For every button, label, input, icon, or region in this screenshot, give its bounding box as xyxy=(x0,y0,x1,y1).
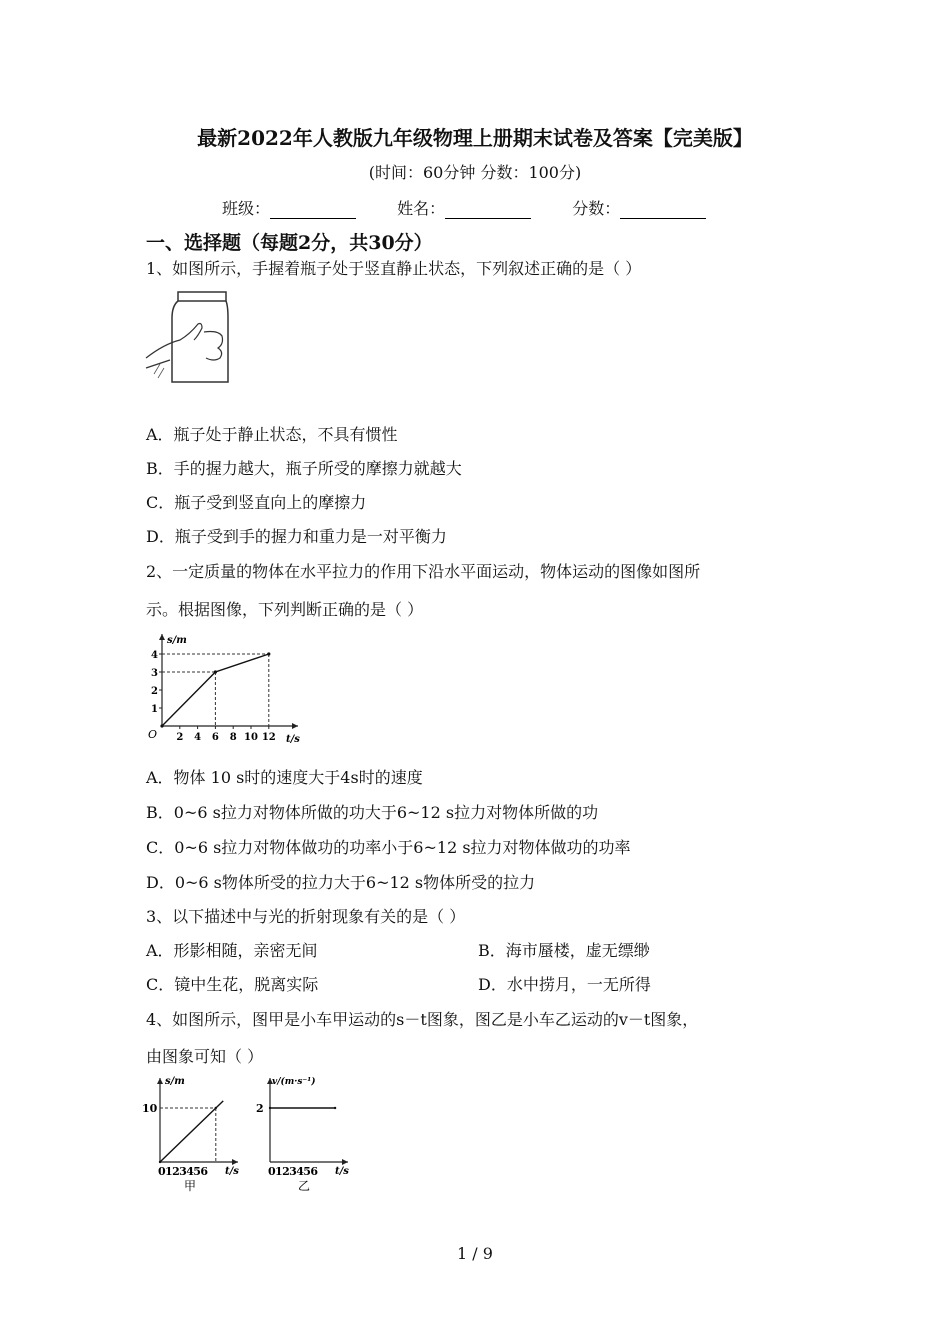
name-blank[interactable] xyxy=(445,200,531,219)
q1-stem: 1、如图所示，手握着瓶子处于竖直静止状态，下列叙述正确的是（ ） xyxy=(146,259,642,278)
q4-chart-yi xyxy=(250,1072,356,1196)
y-tick-label: 4 xyxy=(151,650,158,661)
x-axis-label: t/s xyxy=(225,1166,239,1177)
q1-option-b: B．手的握力越大，瓶子所受的摩擦力就越大 xyxy=(146,459,462,478)
y-tick-label: 2 xyxy=(151,686,158,697)
data-series-line xyxy=(160,1101,223,1162)
name-label: 姓名： xyxy=(397,199,446,218)
q2-stem-line1: 2、一定质量的物体在水平拉力的作用下沿水平面运动，物体运动的图像如图所 xyxy=(146,562,701,581)
origin-label: O xyxy=(148,728,158,741)
bottle-hand-figure xyxy=(144,288,240,388)
x-tick-label: 12 xyxy=(261,732,276,743)
y-axis-label: s/m xyxy=(165,1076,185,1087)
data-point xyxy=(159,1161,161,1163)
page-title: 最新2022年人教版九年级物理上册期末试卷及答案【完美版】 xyxy=(197,126,753,150)
q3-stem: 3、以下描述中与光的折射现象有关的是（ ） xyxy=(146,907,466,926)
x-tick-label: 6 xyxy=(211,732,219,743)
y-axis-label: s/m xyxy=(167,635,187,646)
data-point xyxy=(160,724,163,727)
y-tick-label: 10 xyxy=(142,1102,158,1115)
x-tick-labels: 0123456 xyxy=(158,1165,208,1178)
q2-option-c: C．0~6 s拉力对物体做功的功率小于6~12 s拉力对物体做功的功率 xyxy=(146,838,631,857)
q1-option-a: A．瓶子处于静止状态，不具有惯性 xyxy=(146,425,398,444)
student-fields xyxy=(222,196,742,219)
q4-chart-jia xyxy=(138,1072,244,1196)
q3-option-b: B．海市蜃楼，虚无缥缈 xyxy=(478,941,650,960)
x-axis-arrow xyxy=(232,1159,238,1165)
class-label: 班级： xyxy=(222,199,271,218)
x-axis-arrow xyxy=(292,723,298,729)
x-axis-arrow xyxy=(342,1159,348,1165)
q3-option-c: C．镜中生花，脱离实际 xyxy=(146,975,319,994)
data-point xyxy=(267,652,270,655)
q2-option-b: B．0~6 s拉力对物体所做的功大于6~12 s拉力对物体所做的功 xyxy=(146,803,599,822)
q2-stem-line2: 示。根据图像，下列判断正确的是（ ） xyxy=(146,600,424,619)
q1-option-c: C．瓶子受到竖直向上的摩擦力 xyxy=(146,493,367,512)
chart-title: 乙 xyxy=(297,1179,311,1193)
q4-stem-line1: 4、如图所示，图甲是小车甲运动的s－t图象，图乙是小车乙运动的v－t图象， xyxy=(146,1010,699,1029)
page-number: 1 / 9 xyxy=(457,1244,493,1263)
x-tick-label: 2 xyxy=(176,732,184,743)
q1-option-d: D．瓶子受到手的握力和重力是一对平衡力 xyxy=(146,527,447,546)
score-label: 分数： xyxy=(572,199,621,218)
x-tick-label: 10 xyxy=(244,732,258,743)
x-tick-label: 4 xyxy=(194,732,202,743)
section-heading: 一、选择题（每题2分，共30分） xyxy=(146,232,433,254)
y-tick-label: 2 xyxy=(256,1102,264,1115)
data-point xyxy=(214,670,217,673)
y-axis-arrow xyxy=(159,634,165,640)
x-tick-labels: 0123456 xyxy=(268,1165,318,1178)
x-axis-label: t/s xyxy=(286,734,300,745)
class-blank[interactable] xyxy=(270,200,356,219)
score-blank[interactable] xyxy=(620,200,706,219)
exam-meta: (时间：60分钟 分数：100分) xyxy=(368,163,582,182)
q2-option-d: D．0~6 s物体所受的拉力大于6~12 s物体所受的拉力 xyxy=(146,873,536,892)
q3-option-a: A．形影相随，亲密无间 xyxy=(146,941,318,960)
data-point xyxy=(334,1107,336,1109)
data-point xyxy=(215,1107,217,1109)
q2-st-chart xyxy=(140,628,310,746)
y-tick-label: 3 xyxy=(151,668,158,679)
y-tick-label: 1 xyxy=(151,704,158,715)
q3-option-d: D．水中捞月，一无所得 xyxy=(478,975,651,994)
chart-title: 甲 xyxy=(183,1179,197,1193)
q4-stem-line2: 由图象可知（ ） xyxy=(146,1047,264,1066)
y-axis-label: v/(m·s⁻¹) xyxy=(272,1077,316,1087)
data-point xyxy=(269,1107,271,1109)
y-axis-arrow xyxy=(157,1078,163,1084)
x-axis-label: t/s xyxy=(335,1166,349,1177)
x-tick-label: 8 xyxy=(229,732,237,743)
q2-option-a: A．物体 10 s时的速度大于4s时的速度 xyxy=(146,768,423,787)
